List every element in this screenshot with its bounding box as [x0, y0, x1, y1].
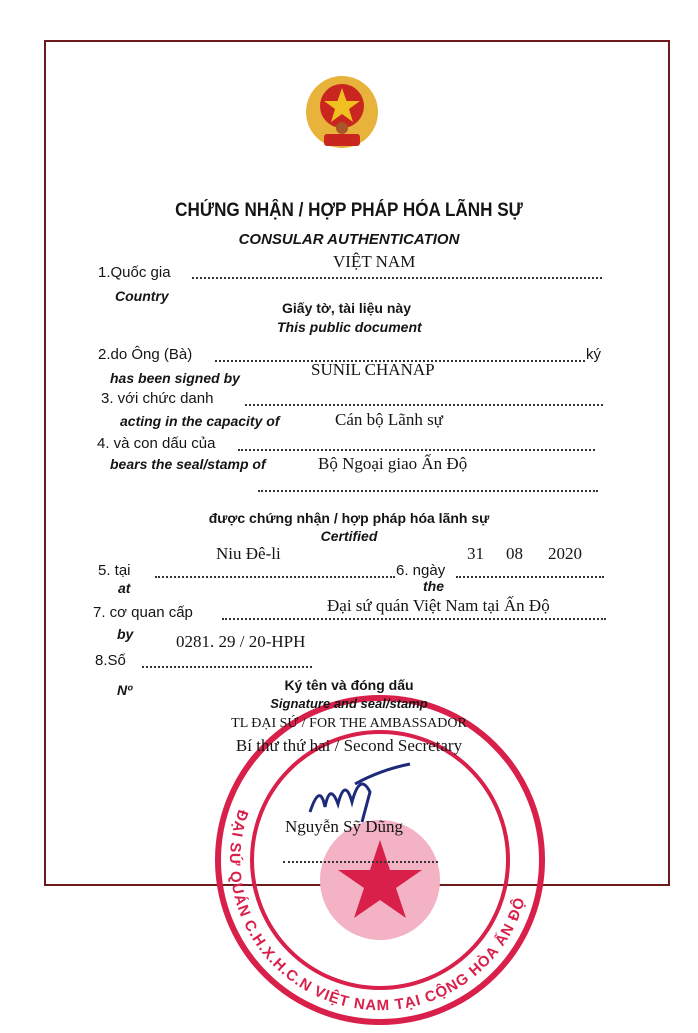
for-ambassador-line: TL ĐẠI SỨ / FOR THE AMBASSADOR: [231, 716, 467, 731]
date-day: 31: [467, 544, 484, 563]
dotted-line: [258, 490, 598, 492]
issuer-label: 7. cơ quan cấp: [93, 604, 193, 621]
date-month: 08: [506, 544, 523, 563]
date-label: 6. ngày: [396, 562, 446, 579]
number-label-en: Nº: [117, 682, 133, 698]
dotted-line: [245, 404, 603, 406]
date-year: 2020: [548, 544, 582, 563]
country-label: 1.Quốc gia: [98, 264, 171, 281]
dotted-line: [155, 576, 395, 578]
signature-dotted-line: [283, 861, 438, 863]
place-label: 5. tại: [98, 562, 131, 579]
signer-name: SUNIL CHANAP: [311, 360, 435, 379]
document-label-en: This public document: [277, 319, 422, 335]
seal-of-value: Bộ Ngoại giao Ấn Độ: [318, 454, 468, 473]
signer-title: Bí thư thứ hai / Second Secretary: [235, 736, 463, 755]
seal-of-label-en: bears the seal/stamp of: [110, 456, 266, 472]
country-label-en: Country: [115, 288, 169, 304]
official-seal: [200, 680, 560, 1030]
signer-printed-name: Nguyễn Sỹ Dũng: [285, 817, 404, 836]
certified-label: được chứng nhận / hợp pháp hóa lãnh sự: [208, 510, 490, 526]
signature-label: Ký tên và đóng dấu: [284, 677, 414, 693]
place-value: Niu Đê-li: [216, 544, 281, 563]
capacity-label: 3. với chức danh: [101, 390, 214, 407]
national-emblem: [302, 72, 382, 156]
issuer-label-en: by: [117, 626, 134, 642]
signature-label-en: Signature and seal/stamp: [270, 696, 428, 711]
date-label-en: the: [423, 578, 444, 594]
capacity-value: Cán bộ Lãnh sự: [335, 410, 443, 429]
seal-text: ĐẠI SỨ QUÁN C.H.X.H.C.N VIỆT NAM TẠI CỘNG HÒA ẤN ĐỘ: [225, 807, 529, 1015]
title-vi: CHỨNG NHẬN / HỢP PHÁP HÓA LÃNH SỰ: [175, 200, 523, 221]
capacity-label-en: acting in the capacity of: [120, 413, 280, 429]
dotted-line: [142, 666, 312, 668]
dotted-line: [238, 449, 595, 451]
signed-suffix: ký: [586, 346, 601, 363]
dotted-line: [222, 618, 606, 620]
country-value: VIỆT NAM: [333, 252, 416, 271]
signed-by-label-en: has been signed by: [110, 370, 240, 386]
title-en: CONSULAR AUTHENTICATION: [238, 231, 460, 248]
number-label: 8.Số: [95, 652, 126, 669]
certified-label-en: Certified: [320, 528, 378, 544]
number-value: 0281. 29 / 20-HPH: [176, 632, 306, 651]
seal-of-label: 4. và con dấu của: [97, 435, 216, 452]
document-label: Giấy tờ, tài liệu này: [282, 300, 411, 316]
dotted-line: [456, 576, 604, 578]
signed-by-label: 2.do Ông (Bà): [98, 346, 193, 363]
dotted-line: [192, 277, 602, 279]
issuer-value: Đại sứ quán Việt Nam tại Ấn Độ: [327, 596, 550, 615]
place-label-en: at: [118, 580, 131, 596]
